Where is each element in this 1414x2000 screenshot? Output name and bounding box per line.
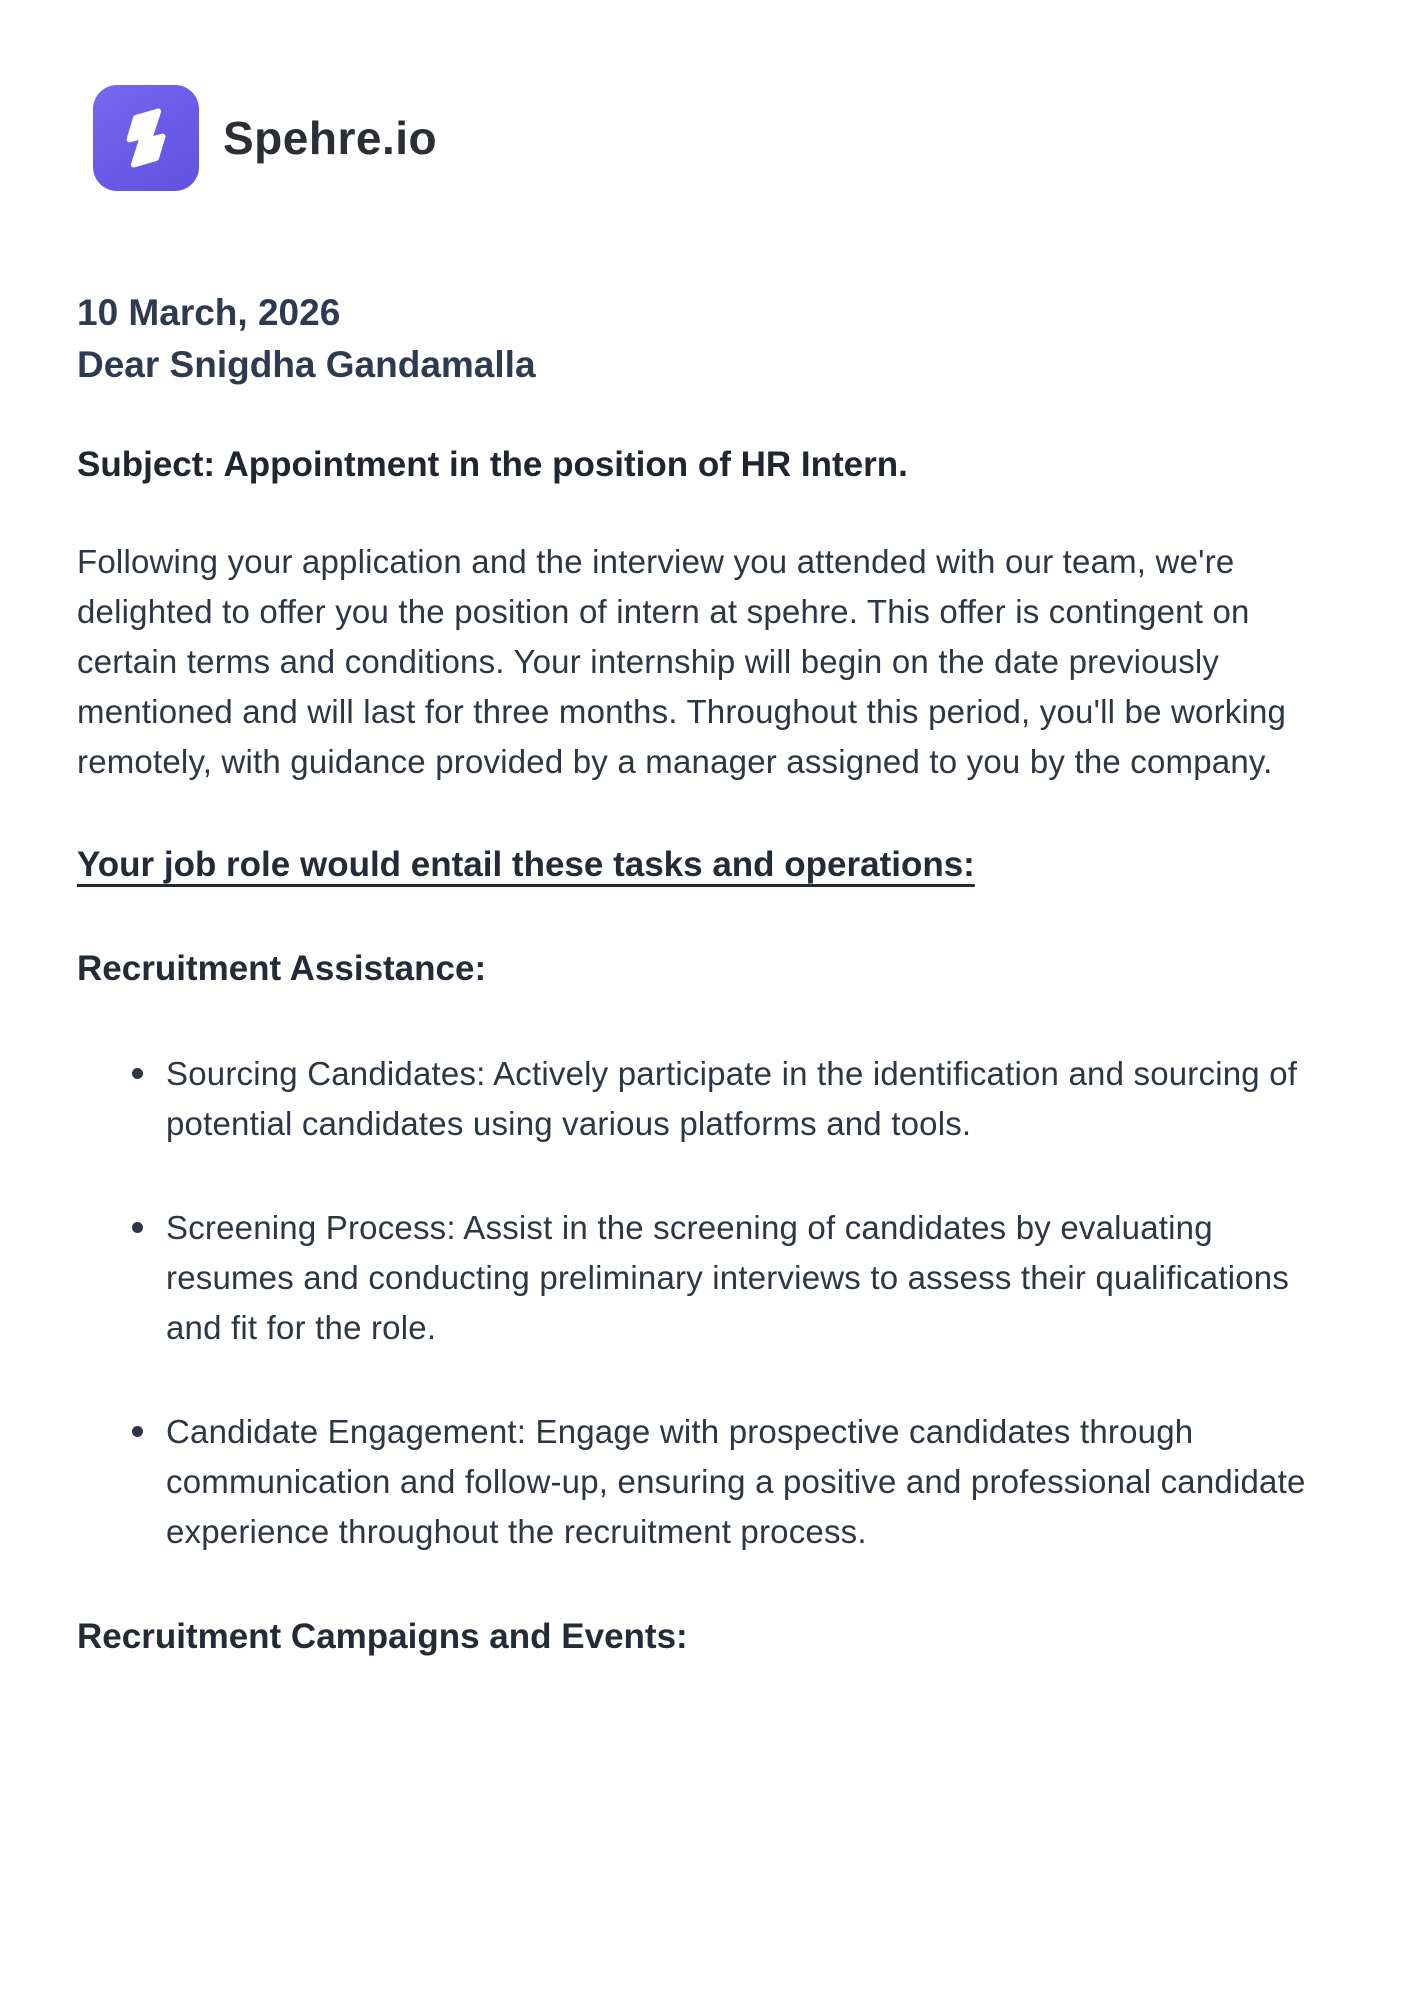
- bullet-marker: [132, 1068, 143, 1079]
- recruitment-assistance-heading: Recruitment Assistance:: [77, 949, 487, 988]
- list-item-text: Sourcing Candidates: Actively participate in the identification and sourcing of potential candidates using various platforms and tools.: [166, 1055, 1298, 1142]
- brand-header: [93, 85, 1337, 191]
- list-item-text: Candidate Engagement: Engage with prospective candidates through communication and follow-up, ensuring a positive and professional candidate experience throughout the recruitment process.: [166, 1413, 1306, 1550]
- intro-paragraph: Following your application and the interview you attended with our team, we're delighted to offer you the position of intern at spehre. This offer is contingent on certain terms and conditions. Your internship will begin on the date previously mentioned and will last for three months. Throughout this period, you'll be working remotely, with guidance provided by a manager assigned to you by the company.: [77, 543, 1287, 780]
- list-item: [132, 1049, 1326, 1149]
- subject-line: Subject: Appointment in the position of HR Intern.: [77, 445, 908, 484]
- list-item-text: Screening Process: Assist in the screening of candidates by evaluating resumes and conducting preliminary interviews to assess their qualifications and fit for the role.: [166, 1209, 1290, 1346]
- letter-salutation: Dear Snigdha Gandamalla: [77, 344, 536, 385]
- recruitment-assistance-list: [77, 1049, 1337, 1557]
- bullet-marker: [132, 1222, 143, 1233]
- campaigns-heading: Recruitment Campaigns and Events:: [77, 1617, 688, 1656]
- letter-date: 10 March, 2026: [77, 292, 341, 333]
- tasks-heading: Your job role would entail these tasks and operations:: [77, 845, 975, 884]
- date-and-salutation: [77, 287, 1337, 391]
- list-item: [132, 1407, 1326, 1557]
- brand-name: Spehre.io: [223, 112, 438, 164]
- list-item: [132, 1203, 1326, 1353]
- lightning-s-glyph: [110, 102, 182, 174]
- spehre-logo-icon: [93, 85, 199, 191]
- bullet-marker: [132, 1426, 143, 1437]
